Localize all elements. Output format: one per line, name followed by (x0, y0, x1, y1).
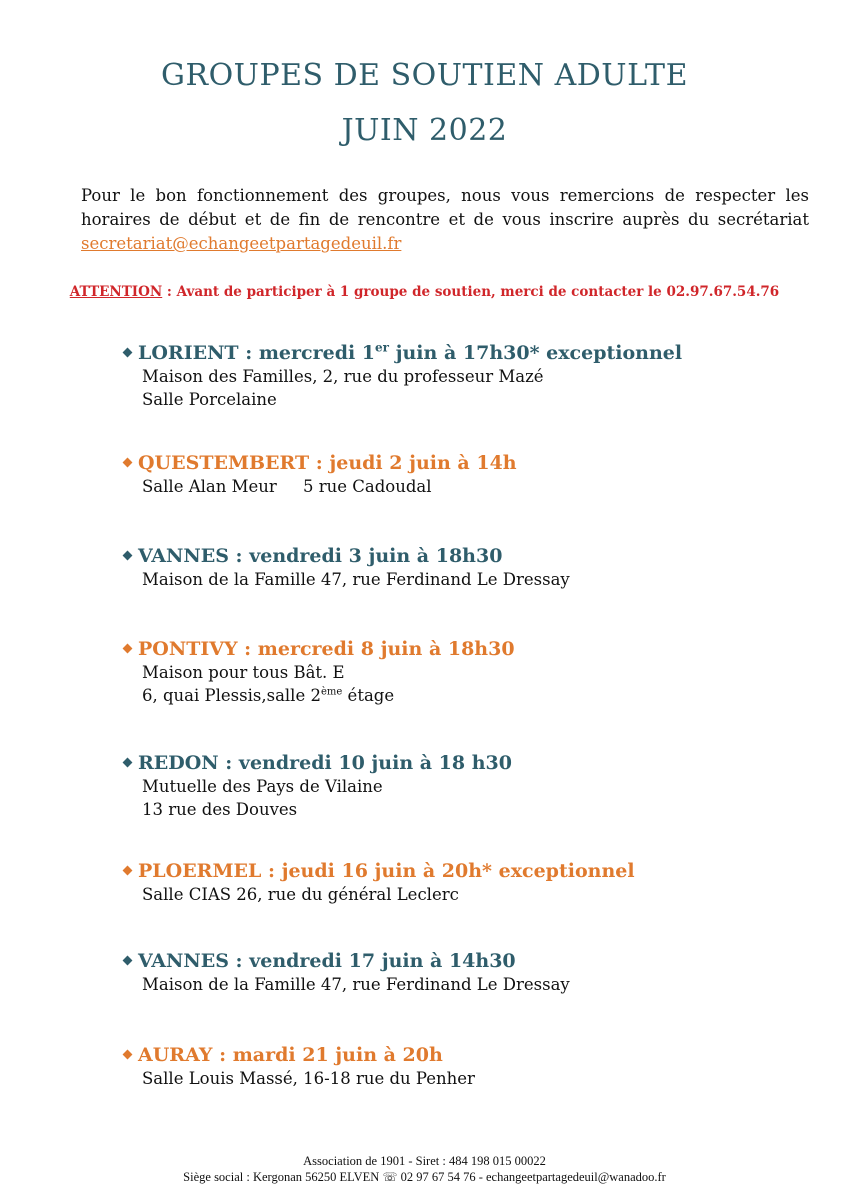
intro-paragraph (81, 184, 809, 256)
intro-line-2: horaires de début et de fin de rencontre et de vous inscrire auprès du secrétariat (81, 210, 809, 229)
group-address-line: Maison de la Famille 47, rue Ferdinand Le Dressay (142, 570, 570, 589)
group-vannes-17 (121, 949, 821, 996)
group-address-line: Salle Louis Massé, 16-18 rue du Penher (142, 1069, 475, 1088)
diamond-bullet-icon (123, 643, 133, 653)
group-address-line: Mutuelle des Pays de Vilaine (142, 777, 383, 796)
group-address-line: Maison pour tous Bât. E (142, 663, 345, 682)
telephone-icon: ☏ (382, 1170, 398, 1184)
group-auray (121, 1043, 821, 1090)
attention-label: ATTENTION (69, 284, 163, 300)
group-heading: REDON : vendredi 10 juin à 18 h30 (121, 751, 821, 775)
attention-text: : Avant de participer à 1 groupe de soutien, merci de contacter le 02.97.67.54.76 (162, 284, 780, 300)
group-ploermel (121, 859, 821, 906)
diamond-bullet-icon (123, 550, 133, 560)
group-lorient (121, 341, 821, 411)
group-address-line: Salle CIAS 26, rue du général Leclerc (142, 885, 459, 904)
attention-notice (0, 284, 849, 300)
group-address-line: 6, quai Plessis,salle 2ème étage (142, 686, 395, 705)
group-heading: PLOERMEL : jeudi 16 juin à 20h* exceptionnel (121, 859, 821, 883)
intro-line-1: Pour le bon fonctionnement des groupes, nous vous remercions de respecter les (81, 186, 809, 205)
secretariat-email-link[interactable]: secretariat@echangeetpartagedeuil.fr (81, 234, 402, 253)
group-questembert (121, 451, 821, 498)
diamond-bullet-icon (123, 457, 133, 467)
page-subtitle-month: JUIN 2022 (341, 113, 508, 148)
diamond-bullet-icon (123, 347, 133, 357)
group-address-line: Salle Alan Meur 5 rue Cadoudal (142, 477, 432, 496)
footer-contact-line: Siège social : Kergonan 56250 ELVEN ☏ 02 97 67 54 76 - echangeetpartagedeuil@wanadoo.fr (183, 1170, 666, 1184)
group-heading: QUESTEMBERT : jeudi 2 juin à 14h (121, 451, 821, 475)
group-address-line: Maison des Familles, 2, rue du professeur Mazé (142, 367, 544, 386)
diamond-bullet-icon (123, 1049, 133, 1059)
group-heading: AURAY : mardi 21 juin à 20h (121, 1043, 821, 1067)
group-heading: VANNES : vendredi 3 juin à 18h30 (121, 544, 821, 568)
group-pontivy (121, 637, 821, 707)
diamond-bullet-icon (123, 865, 133, 875)
diamond-bullet-icon (123, 955, 133, 965)
diamond-bullet-icon (123, 757, 133, 767)
group-heading: LORIENT : mercredi 1er juin à 17h30* exceptionnel (121, 341, 821, 365)
footer-association-line: Association de 1901 - Siret : 484 198 015 00022 (303, 1154, 546, 1168)
group-address-line: 13 rue des Douves (142, 800, 298, 819)
group-redon (121, 751, 821, 821)
group-heading: VANNES : vendredi 17 juin à 14h30 (121, 949, 821, 973)
page-title: GROUPES DE SOUTIEN ADULTE (161, 58, 688, 93)
group-address-line: Salle Porcelaine (142, 390, 277, 409)
group-address-line: Maison de la Famille 47, rue Ferdinand Le Dressay (142, 975, 570, 994)
group-vannes-3 (121, 544, 821, 591)
group-heading: PONTIVY : mercredi 8 juin à 18h30 (121, 637, 821, 661)
